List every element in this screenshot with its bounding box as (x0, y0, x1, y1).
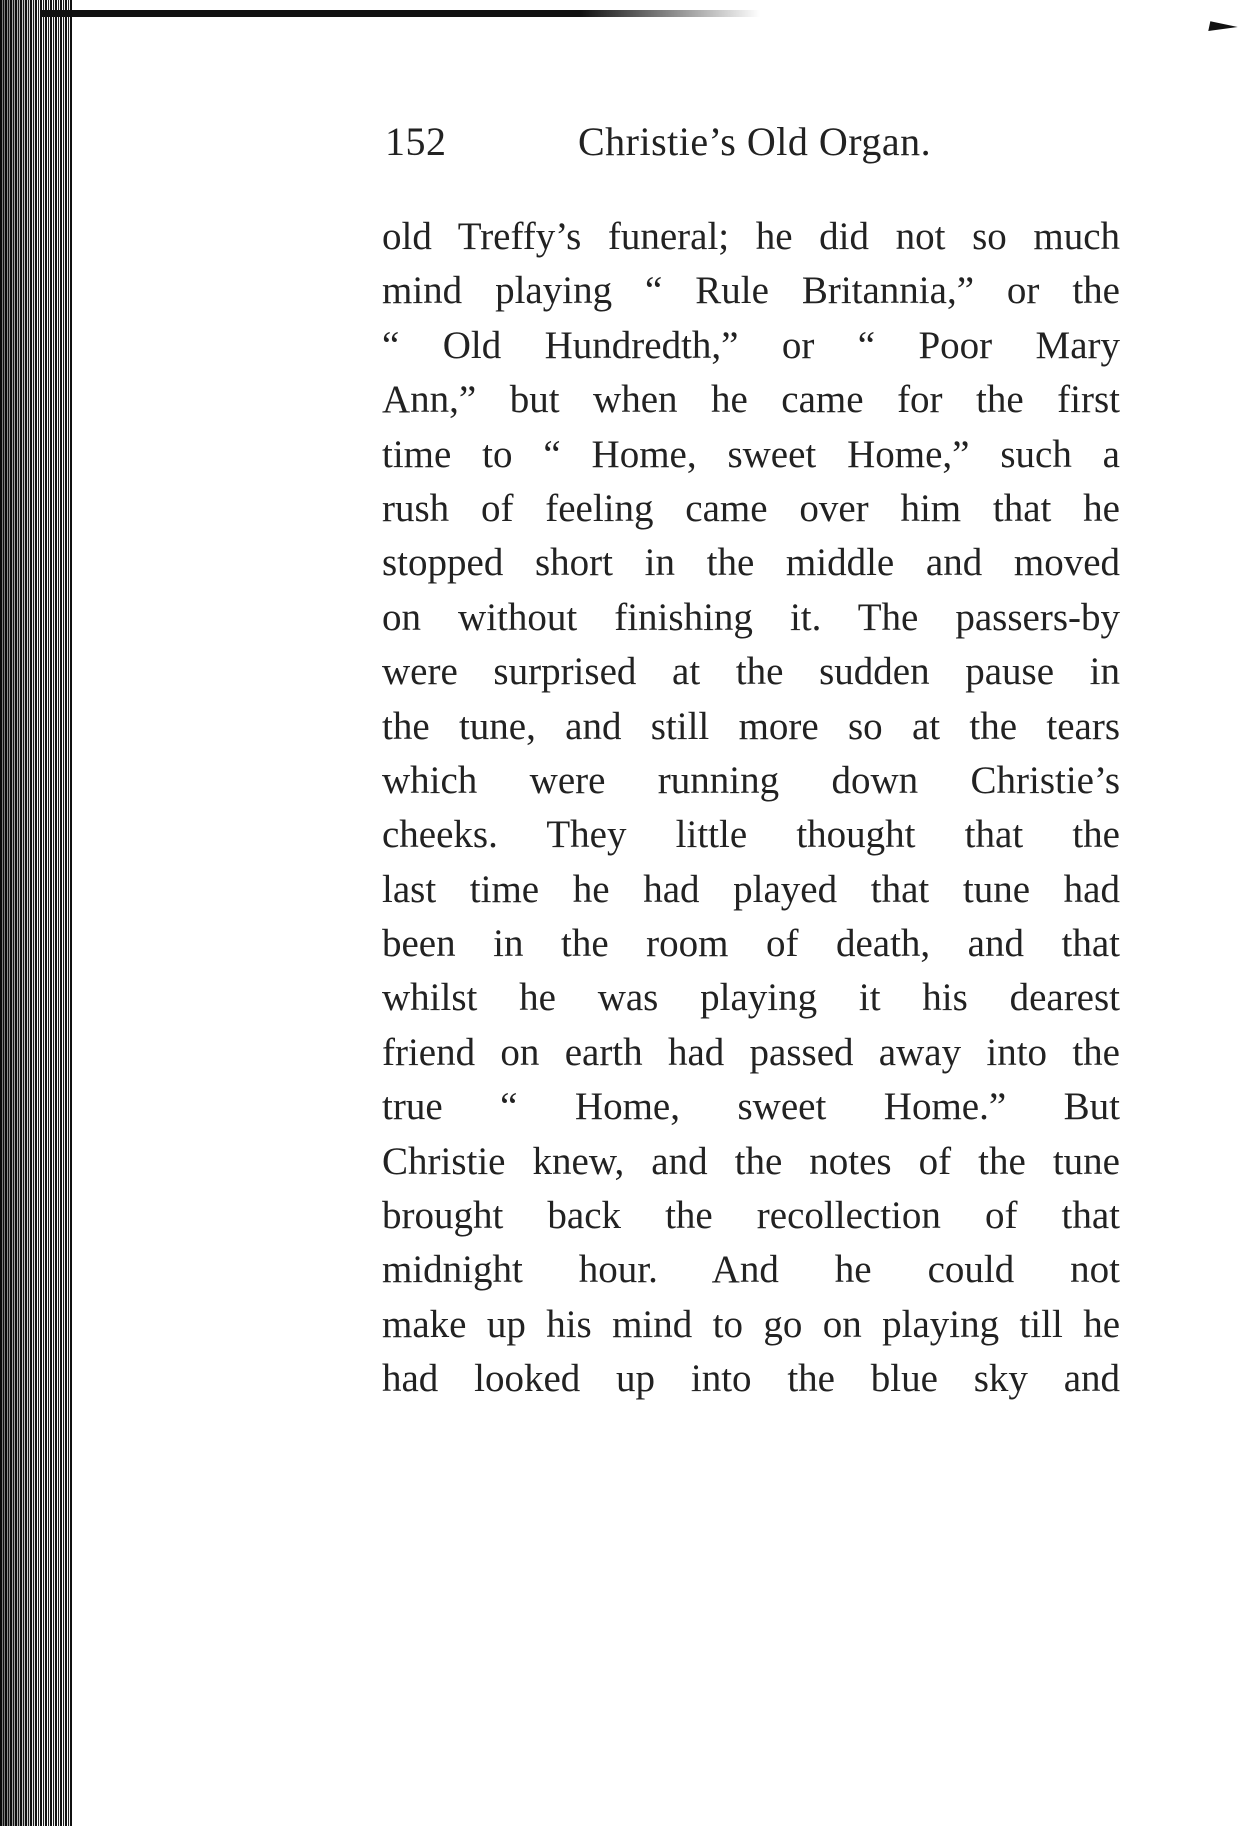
text-line: on without finishing it. The passers-by (382, 595, 1120, 639)
text-line: midnight hour. And he could not (382, 1248, 1120, 1292)
body-text (382, 210, 1120, 1407)
text-line: been in the room of death, and that (382, 922, 1120, 966)
text-line: old Treffy’s funeral; he did not so much (382, 215, 1120, 258)
text-line: which were running down Christie’s (382, 758, 1120, 802)
text-line: whilst he was playing it his dearest (382, 976, 1120, 1020)
text-line: time to “ Home, sweet Home,” such a (382, 432, 1120, 476)
running-head: Christie’s Old Organ. (578, 119, 932, 164)
text-line: stopped short in the middle and moved (382, 541, 1120, 585)
corner-mark (1208, 21, 1237, 37)
text-line: Christie knew, and the notes of the tune (382, 1139, 1120, 1183)
text-line: rush of feeling came over him that he (382, 486, 1120, 530)
text-line: Ann,” but when he came for the first (382, 378, 1120, 422)
text-line: mind playing “ Rule Britannia,” or the (382, 269, 1120, 313)
text-line: had looked up into the blue sky and (382, 1357, 1120, 1401)
text-line: friend on earth had passed away into the (382, 1030, 1120, 1074)
page-number: 152 (385, 119, 447, 164)
text-line: make up his mind to go on playing till he (382, 1302, 1120, 1346)
page-header (385, 118, 1120, 168)
spine-shadow (0, 0, 36, 1826)
text-line: last time he had played that tune had (382, 867, 1120, 911)
text-line: cheeks. They little thought that the (382, 813, 1120, 857)
text-line: true “ Home, sweet Home.” But (382, 1085, 1120, 1129)
text-line: were surprised at the sudden pause in (382, 650, 1120, 694)
text-line: the tune, and still more so at the tears (382, 704, 1120, 748)
text-line: “ Old Hundredth,” or “ Poor Mary (382, 323, 1120, 367)
text-line: brought back the recollection of that (382, 1194, 1120, 1238)
top-edge-rule (40, 10, 760, 17)
